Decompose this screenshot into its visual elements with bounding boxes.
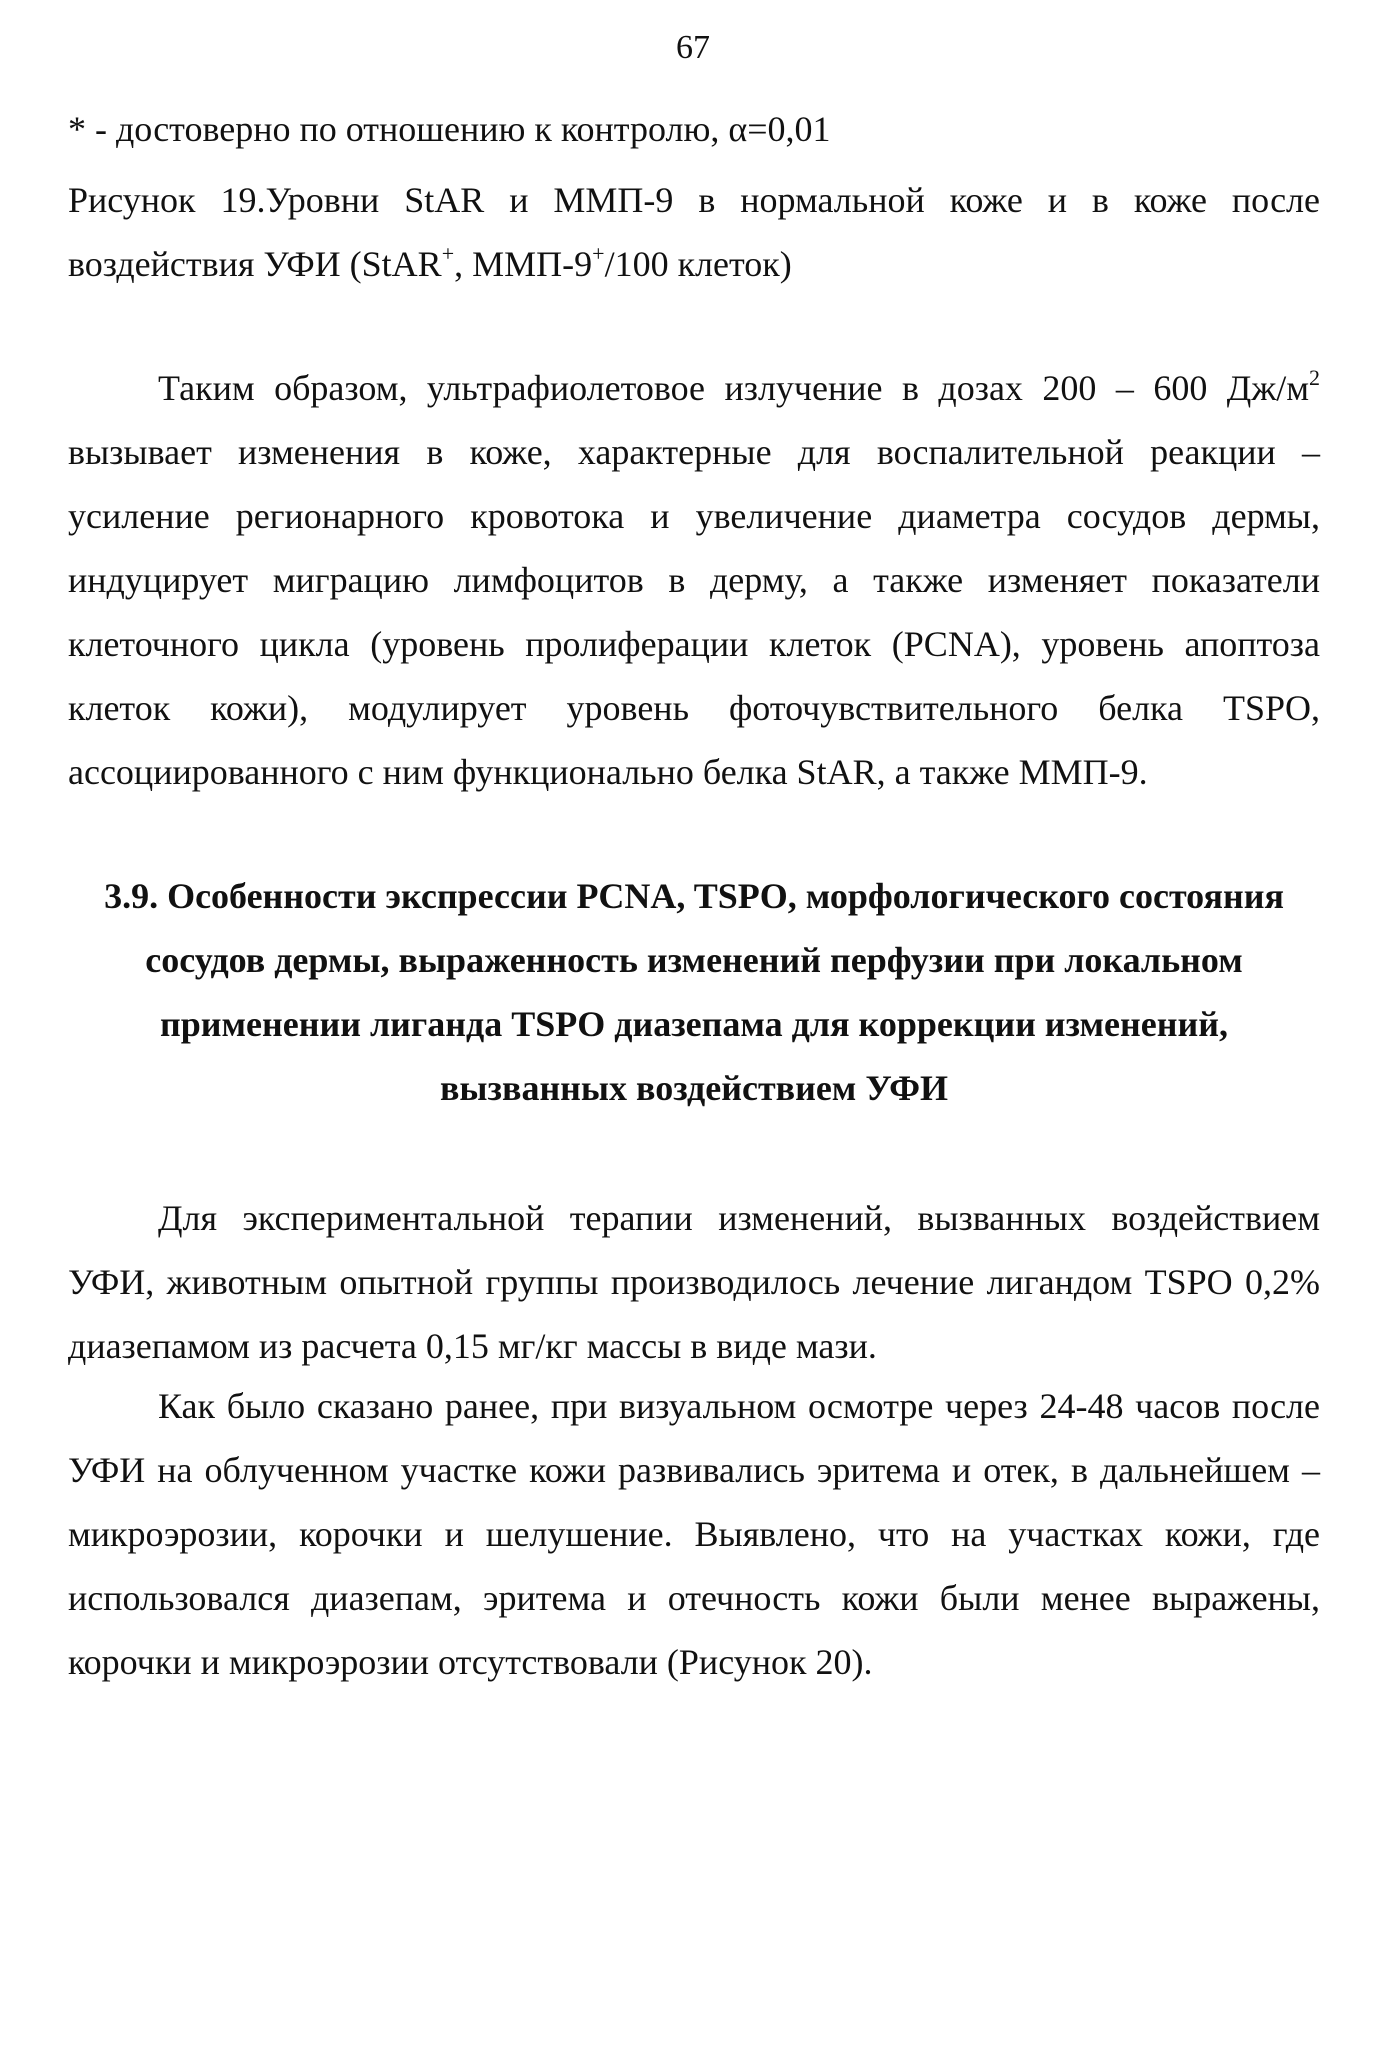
caption-text-b: , ММП-9 bbox=[454, 244, 593, 284]
caption-superscript-2: + bbox=[592, 241, 605, 266]
body-paragraph-3 bbox=[68, 1374, 1320, 1694]
paragraph-1-superscript: 2 bbox=[1309, 365, 1320, 390]
paragraph-1-text-a: Таким образом, ультрафиолетовое излучение в дозах 200 – 600 Дж/м bbox=[158, 368, 1309, 408]
body-paragraph-1 bbox=[68, 356, 1320, 804]
figure-caption-line-1: Рисунок 19.Уровни StAR и ММП-9 в нормальной коже и в коже после bbox=[68, 180, 1320, 220]
caption-text-c: /100 клеток) bbox=[604, 244, 792, 284]
figure-caption bbox=[68, 168, 1320, 296]
paragraph-3-text: Как было сказано ранее, при визуальном осмотре через 24-48 часов после УФИ на облученном участке кожи развивались эритема и отек, в дальнейшем – микроэрозии, корочки и шелушение. Выявлено, что на участках кожи, где использовался диазепам, эритема и отечность кожи были менее выражены, корочки и микроэрозии отсутствовали (Рисунок 20). bbox=[68, 1386, 1320, 1682]
paragraph-2-text: Для экспериментальной терапии изменений, вызванных воздействием УФИ, животным опытной группы производилось лечение лигандом TSPO 0,2% диазепамом из расчета 0,15 мг/кг массы в виде мази. bbox=[68, 1198, 1320, 1366]
significance-footnote: * - достоверно по отношению к контролю, α=0,01 bbox=[68, 109, 831, 149]
page-number: 67 bbox=[676, 29, 710, 66]
caption-text-a: воздействия УФИ (StAR bbox=[68, 244, 442, 284]
caption-superscript-1: + bbox=[441, 241, 455, 266]
figure-caption-line-2 bbox=[68, 232, 1320, 296]
body-paragraph-2 bbox=[68, 1186, 1320, 1378]
section-heading: 3.9. Особенности экспрессии PCNA, TSPO, морфологического состояния сосудов дермы, выраженность изменений перфузии при локальном применении лиганда TSPO диазепама для коррекции изменений, вызванных воздействием УФИ bbox=[104, 876, 1284, 1108]
paragraph-1-text-b: вызывает изменения в коже, характерные для воспалительной реакции – усиление регионарного кровотока и увеличение диаметра сосудов дермы, индуцирует миграцию лимфоцитов в дерму, а также изменяет показатели клеточного цикла (уровень пролиферации клеток (PCNA), уровень апоптоза клеток кожи), модулирует уровень фоточувствительного белка TSPO, ассоциированного с ним функционально белка StAR, а также ММП-9. bbox=[68, 432, 1320, 792]
